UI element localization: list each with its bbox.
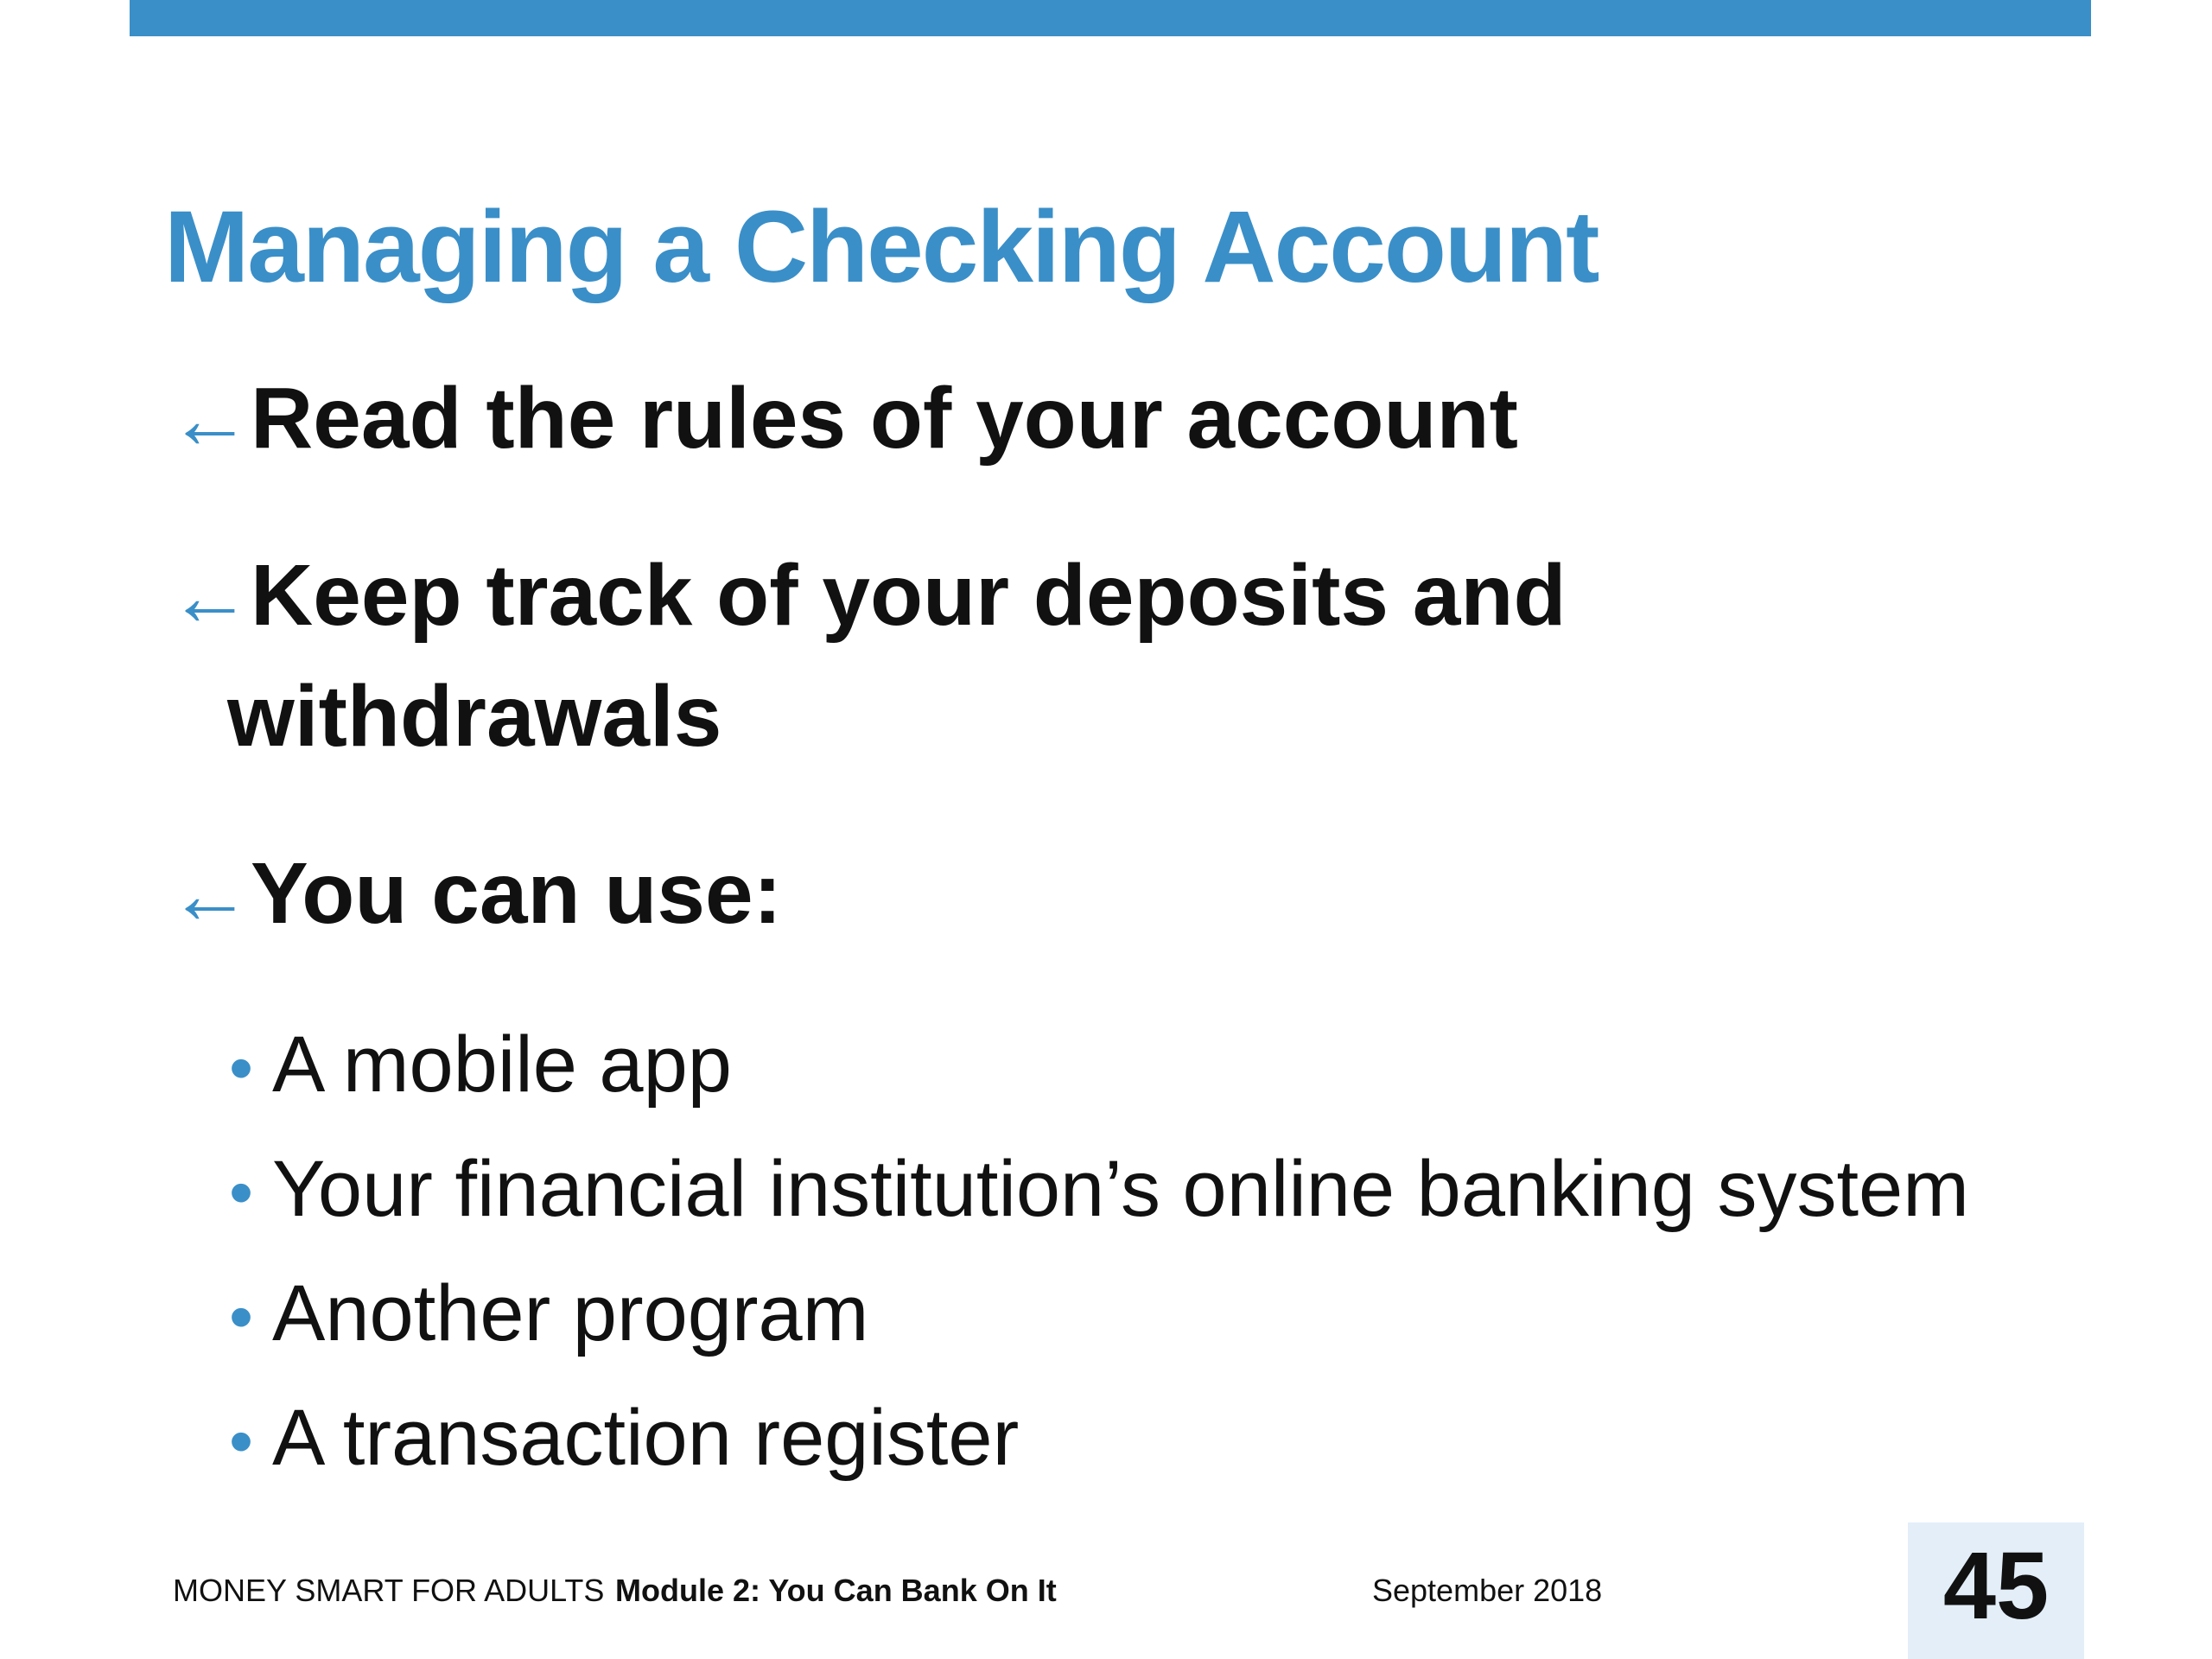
main-item-read-rules [168,359,2069,480]
top-accent-bar [130,0,2091,36]
main-item-text: Keep track of your deposits and [251,547,1567,644]
arrow-left-icon: ← [168,849,251,941]
main-item-text: You can use: [251,845,782,942]
sub-item-text: A transaction register [272,1394,1020,1482]
sub-item-text: Your financial institution’s online banking system [272,1145,1969,1233]
list-item [229,1127,1969,1251]
footer-module: Module 2: You Can Bank On It [615,1573,1057,1608]
bullet-icon: • [229,1029,254,1106]
bullet-icon: • [229,1402,254,1479]
page-number-box [1908,1522,2084,1659]
main-item-you-can-use [168,834,2069,955]
main-item-text: Read the rules of your account [251,370,1518,467]
sub-item-list [229,1002,1969,1500]
arrow-left-icon: ← [168,550,251,643]
bullet-icon: • [229,1278,254,1355]
bullet-icon: • [229,1154,254,1230]
page-number: 45 [1942,1533,2050,1639]
list-item [229,1002,1969,1127]
sub-item-text: A mobile app [272,1020,732,1109]
footer-date: September 2018 [1372,1573,1603,1608]
list-item [229,1376,1969,1500]
sub-item-text: Another program [272,1269,869,1357]
slide-title: Managing a Checking Account [164,190,1599,304]
footer-brand: MONEY SMART FOR ADULTS [173,1573,605,1608]
list-item [229,1251,1969,1376]
main-item-text-continuation: withdrawals [227,668,722,765]
main-item-keep-track [168,536,2069,776]
arrow-left-icon: ← [168,373,251,466]
